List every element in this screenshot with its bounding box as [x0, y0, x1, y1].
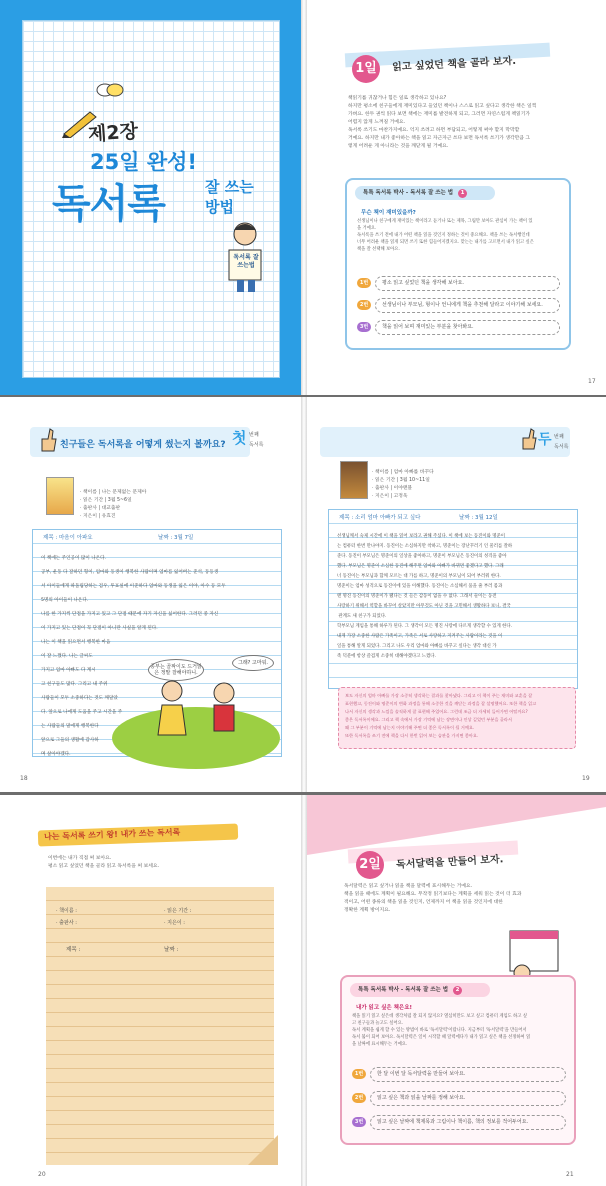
section-title-3: 나는 독서록 쓰기 왕! 내가 쓰는 독서록	[43, 827, 181, 842]
book-info-2-0: · 책이름 | 엄마 아빠를 바꾸다	[372, 470, 434, 475]
reading-log-2	[328, 509, 578, 689]
tip-box-2	[340, 975, 576, 1145]
intro-text-3: 이번에는 내가 직접 써 보아요. 평소 읽고 싶었던 책을 골라 읽고 독서록을 써 보세요.	[48, 856, 160, 869]
day-badge: 1일	[352, 55, 380, 83]
page-number-right: 19	[582, 775, 590, 782]
gutter	[301, 0, 307, 395]
sign-text: 독서록 잘쓰는법	[233, 254, 259, 269]
step-2-badge: 2번	[357, 300, 371, 310]
page-number-right-3: 21	[566, 1171, 574, 1178]
log-1-date: 날짜 : 3월 7일	[158, 535, 194, 541]
step-1-text: 평소 읽고 싶었던 책을 생각해 보아요.	[375, 276, 560, 291]
book-info-2-1: · 읽은 기간 | 3월 10~11일	[372, 478, 430, 483]
page-number-left-3: 20	[38, 1171, 46, 1178]
book-info-2-2: · 출판사 | 이야맨블	[372, 486, 413, 491]
book-info-1-2: · 출판사 | 대교출판	[80, 506, 121, 511]
log-2-body: 선생님께서 숙제 시간에 이 책을 읽어 보라고 권해 주셨다. 이 책에 보는 동진이와 명준이 는 컴퓨터 한번 만나야지. 동진이는 소심하지만 착하고, 명준이는 장난꾸러기 인 물러를 잘하 준다. 동진이 부모님은 명준이의 일상을 좋아하고, 명준이 부모님은 동진이의 성격을 좋아 했다. 부모님은 명준이 소심한 동진에 해주면 엄마와 아빠가 바뀌면 좋겠다고 했다. 그래 너 동진이는 부모님과 함께 모르는 대 가를 하고, 명준이의 부모님이 되어 부러워 한다. 명준이는 엄마 성격으로 동진이에 있을 이해했다. 동진이는 소심해서 품을 줄 부러 몸과 맨 명진 동진이의 명준이가 됐다는 것 들은 감동이 없을 수 없다. 그래서 둘이는 동전 사랑하기 위해서 역할을 바꾸어 살았지만 아무것도 아닌 것을 고민해서 생활하다 보니, 결국 관계도 새 친구가 되었다. 학부모님 게임을 통해 하루가 된다. 그 생각이 모든 명진 사랑에 다르게 생각할 수 있게 한다. 내게 가장 소중한 사람은 가족이고, 가족은 서로 사랑하고 지켜주는 사람이라는 것을 이 일을 통해 알게 되었다. 그리고 나도 우리 엄마와 아빠를 바꾸고 싶다는 생각 대신 가 족 덕분에 항상 즐겁게 소중히 대해야겠다고 느꼈다.	[337, 534, 513, 659]
log-2-title: 제목 : 소리 엄마 아빠가 되고 싶다	[339, 515, 421, 521]
spread-3	[0, 795, 606, 1186]
book-cover-2	[340, 461, 368, 499]
first-badge-sub: 번째	[249, 432, 259, 438]
step-3-badge-2: 3번	[352, 1117, 366, 1127]
step-2-badge-2: 2번	[352, 1093, 366, 1103]
intro-text: 책읽기를 귀찮거나 힘든 일로 생각하고 있나요? 하지만 평소에 친구들에게 재미있다고 들었던 책이나 스스로 읽고 싶다고 생각한 책은 일찍 가벼요. 한두 권씩 읽다 보면 책에는 재미를 발견하게 되고, 그러면 자연스럽게 책읽기가 어렵지 않게 느껴질 거예요. 독서록 쓰기도 마찬가지예요. 억지 쓰려고 하면 부담되고, 어떻게 써야 할지 막막할 거예요. 하지만 내가 좋아하는 책을 읽고 자근자근 쓰다 보면 독서록 쓰기가 생각만큼 그 렇게 어려운 게 아니라는 것을 깨닫게 될 거예요.	[348, 96, 537, 149]
chapter-title-side-1: 잘 쓰는	[205, 178, 254, 196]
step-3-text-2: 읽고 싶은 날짜에 책제목과 그림이나 책이름, 책의 정보를 적어두어요.	[370, 1115, 566, 1130]
speech-bubble-2: 그래? 고마워.	[232, 655, 274, 671]
tip-title-2: 톡톡 독서록 박사 - 독서록 잘 쓰는 법 2	[350, 983, 490, 997]
tip-number: 1	[458, 189, 467, 198]
tip-body-2: 책을 읽기 읽고 싶은데 생각처럼 잘 되지 않지요? 열심히만도 보고 싶고 컴퓨터 게임도 하고 싶 고 친구들과 놀고도 싶어요. 독서 계획을 쉽게 할 수 있는 방법이 바로 '독서달력'이랍니다. 지금부터 '독서달력'을 만들어서 독서 붐이 되어 보아요. 독서달력은 일이 시작할 때 달력에다가 내가 읽고 싶은 책을 선정하여 읽 을 날짜에 표시해두는 거예요.	[352, 1014, 531, 1047]
step-2-text-2: 읽고 싶은 책과 읽을 날짜를 정해 보아요.	[370, 1091, 566, 1106]
first-badge: 첫	[232, 429, 247, 447]
first-badge-sub2: 독서록	[249, 442, 264, 448]
thumbs-up-icon-2	[520, 427, 538, 451]
intro-text-4: 독서달력은 읽고 싶거나 읽을 책을 달력에 표시해두는 거예요. 책을 읽을 때에도 계획이 필요해요. 무작정 읽기보다는 계획을 세워 읽는 것이 더 효과 적이고, 어떤 종류의 책을 읽을 것인지, 언제까지 어 책을 읽을 것인지에 대한 정확한 계획 방이지요.	[344, 884, 522, 913]
book-info-1-1: · 읽은 기간 | 3월 5~6일	[80, 498, 132, 503]
field-book-name: · 책이름 :	[56, 908, 77, 914]
tip-question-2: 내가 읽고 싶은 책은요!	[356, 1005, 413, 1011]
step-1-badge: 1번	[357, 278, 371, 288]
chapter-number: 제2장	[87, 120, 139, 146]
teacher-comment: 보도 자신의 엄마 아빠를 가장 소중히 생각하는 결과를 찾아냈다. 그리고 이 책이 주는 재미와 교훈을 잘 표현했고, 동진이와 명준이의 변화 과정을 통해 소중한 것을 깨닫는 과정을 잘 설명했어요. 또한 책을 읽고 나서 자신의 생각과 느낌을 솔직하게 잘 표현해 주었어요. 그런데 조금 더 자세히 들어가면 어떨까요? 좋은 독서록이에요. 그리고 책 속에서 가장 기억에 남는 장면이나 인상 깊었던 부분을 골라서 왜 그 부분이 기억에 남는지 이야기해 주면 더 좋은 독서록이 될 거예요. 또한 독서록을 쓰기 전에 책을 다시 한번 읽어 보는 습관을 가지면 좋아요.	[345, 693, 537, 738]
book-cover-1	[46, 477, 74, 515]
tip-number-2: 2	[453, 986, 462, 995]
log-1-title: 제목 : 마음이 아파요	[43, 535, 93, 541]
gutter	[301, 397, 307, 792]
spread-2	[0, 397, 606, 792]
field-author: · 지은이 :	[164, 920, 185, 926]
tip-body: 선생님이나 친구에게 재미있는 책이라고 듣거나 또는 제목, 그림만 보아도 관심이 가는 책이 있 을 거예요. 독서록을 쓰기 전에 내가 어떤 책을 읽을 것인지 정하는 것이 중요해요. 책을 쓰는 독서행인데 너무 어려운 책을 읽게 되면 쓰기 또한 힘들어지겠지요. 맞는는 내가를 고르면서 내가 읽고 싶은 책을 잘 선택해 보아요.	[357, 219, 534, 252]
children-illustration	[150, 679, 250, 749]
gutter	[301, 795, 307, 1186]
step-1-badge-2: 1번	[352, 1069, 366, 1079]
field-publisher: · 출판사 :	[56, 920, 77, 926]
page-number: 17	[588, 378, 596, 385]
day-title: 읽고 싶었던 책을 골라 보자.	[391, 55, 517, 74]
step-2-text: 선생님이나 부모님, 형이나 언니에게 책을 추천해 달라고 이야기해 보세요.	[375, 298, 560, 313]
second-badge: 두	[538, 432, 552, 448]
chapter-subtitle: 25일 완성!	[90, 150, 197, 174]
log-1-body: 이 책에는 주인공이 많이 나온다. 공부, 운동 다 잘하던 형이, 엄마와 동생이 행복한 사람이며 엄마를 잃어버는 준석, 동등생 서 아이들에게 따돌림당하는 검우, 투표실에 이준하다 엄마와 동생을 잃은 이야, 아수 등 모두 5명의 아이들이 나온다. 나를 한 가지씩 단점을 가지고 있고 그 단점 때문에 자기 자신을 싫어한다. 그러던 중 자신 이 가지고 있는 단점이 꼭 단점이 아니란 사실을 알게 된다. 나는 이 책을 읽으면서 행복한 마음 이 잘 느꼈다. 나는 글씨도 가지고 엄마 아빠도 다 계시 고 친구들도 많다. 그리고 내 주위 사람들이 모두 소중하다는 것도 깨달았 다. 앞으로 나에게 도움을 주고 시간을 주 는 사람들의 말에게 행복한다 앞으로 그들의 생활에 감사하 며 살아야겠다.	[41, 556, 226, 757]
speech-bubble-1: 공부는 골짜이도 드거읽은 정말 잘해야하니.	[148, 659, 204, 681]
step-3-badge: 3번	[357, 322, 371, 332]
tip-box	[345, 178, 571, 350]
section-title: 친구들은 독서록을 어떻게 썼는지 볼까요?	[60, 440, 226, 450]
teacher-comment-box	[338, 687, 576, 749]
day-title-2: 독서달력을 만들어 보자.	[395, 854, 504, 871]
chapter-cover-panel	[0, 0, 301, 395]
second-badge-sub: 번째	[554, 434, 564, 440]
spread-1	[0, 0, 606, 395]
book-info-1-3: · 지은이 | 유효진	[80, 514, 116, 519]
page-number-left: 18	[20, 775, 28, 782]
tip-title: 톡톡 독서록 박사 - 독서록 잘 쓰는 법 1	[355, 186, 495, 200]
field-read-period: · 읽은 기간 :	[164, 908, 192, 914]
field-title[interactable]: 제목 :	[66, 947, 81, 953]
book-info-1-0: · 책이름 | 나는 문제없는 문제아	[80, 490, 147, 495]
day-badge-2: 2일	[356, 851, 384, 879]
second-badge-sub2: 독서록	[554, 444, 569, 450]
step-1-text-2: 한 달 이번 달 독서달력을 만들어 보아요.	[370, 1067, 566, 1082]
step-3-text: 책을 읽어 보며 재미있는 부분을 찾아봐요.	[375, 320, 560, 335]
chapter-title-side-2: 방법	[205, 198, 234, 216]
book-info-2-3: · 지은이 | 고정욱	[372, 494, 408, 499]
tip-question: 무슨 책이 재미있을까?	[361, 210, 416, 216]
blank-reading-log	[46, 887, 274, 1165]
field-date[interactable]: 날짜 :	[164, 947, 179, 953]
thumbs-up-icon	[38, 427, 58, 453]
butterfly-icon	[95, 78, 125, 102]
log-2-date: 날짜 : 3월 12일	[459, 515, 498, 521]
chapter-title: 독서록	[52, 181, 165, 227]
